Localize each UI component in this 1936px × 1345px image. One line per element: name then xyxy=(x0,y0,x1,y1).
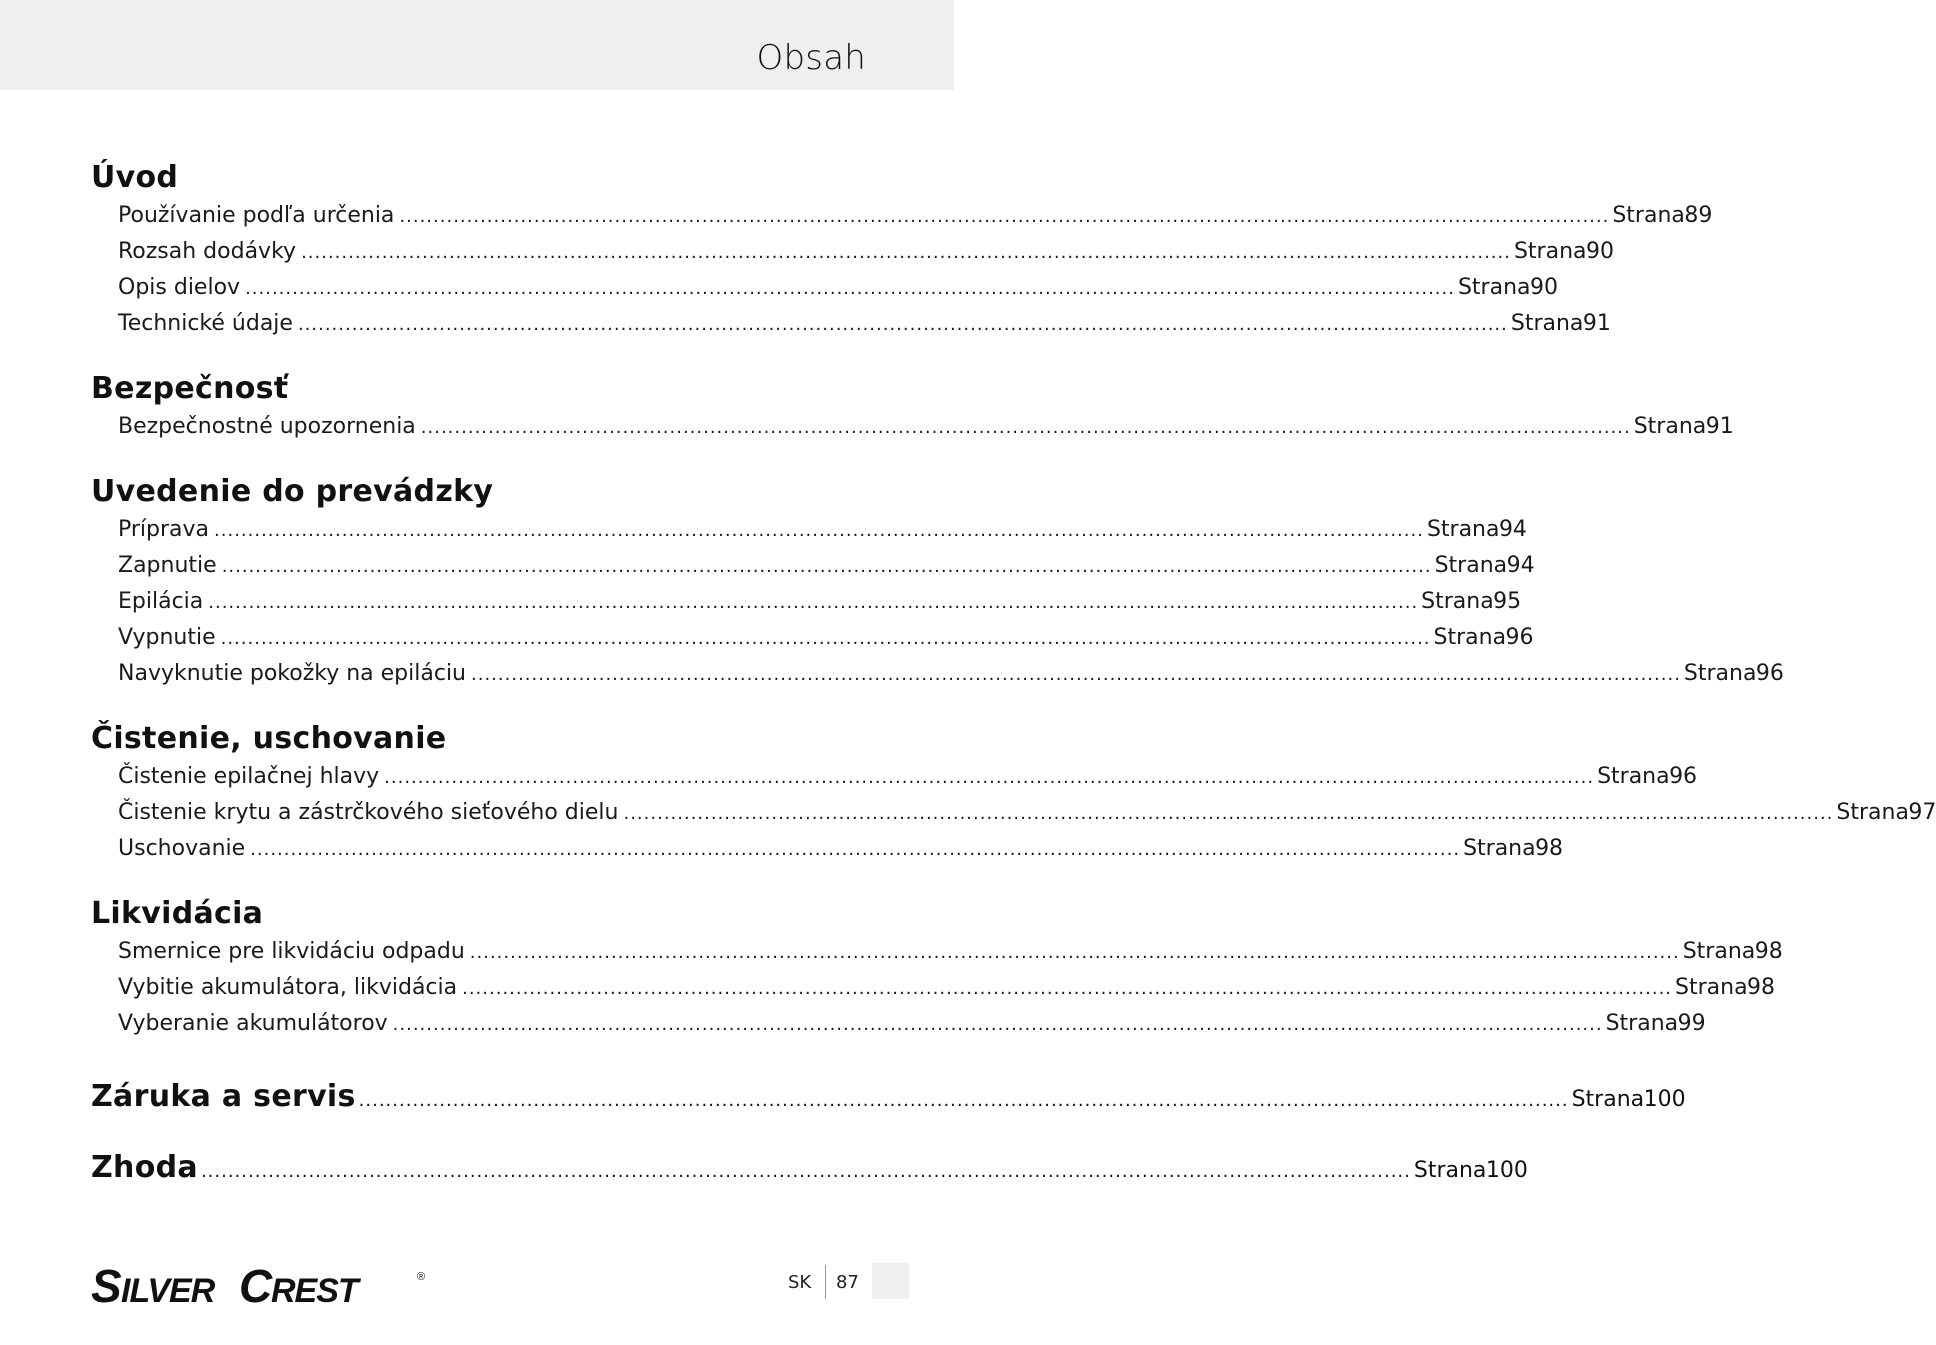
entry-page: 91 xyxy=(1582,311,1611,336)
dot-leader: .................................................................................................................................................................................... xyxy=(221,556,1432,577)
spacer xyxy=(91,867,857,894)
page-title: Obsah xyxy=(756,38,866,78)
svg-text:®: ® xyxy=(417,1271,426,1283)
entry-strana: Strana xyxy=(1421,589,1494,614)
entry-strana: Strana xyxy=(1597,764,1670,789)
toc-entry[interactable] xyxy=(118,548,1535,584)
dot-leader: .................................................................................................................................................................................... xyxy=(392,1014,1603,1035)
spacer xyxy=(91,342,857,369)
entry-page: 98 xyxy=(1754,939,1783,964)
entry-page: 98 xyxy=(1747,975,1776,1000)
entry-strana: Strana xyxy=(1513,239,1587,264)
spacer xyxy=(91,445,857,472)
entry-strana: Strana xyxy=(1836,800,1909,825)
footer-divider xyxy=(825,1265,826,1299)
toc-entry[interactable] xyxy=(118,934,1783,970)
entry-page: 96 xyxy=(1755,661,1784,686)
entry-strana: Strana xyxy=(1457,275,1531,300)
entry-page: 90 xyxy=(1529,275,1558,300)
silvercrest-logo xyxy=(91,1258,431,1310)
toc-entry[interactable] xyxy=(118,306,1611,342)
entry-label: Technické údaje xyxy=(118,311,293,336)
entry-page: 96 xyxy=(1669,764,1698,789)
table-of-contents xyxy=(91,158,1936,1192)
toc-section-uvedenie xyxy=(91,472,1784,692)
entry-strana: Strana xyxy=(1571,1087,1645,1112)
svg-text:S: S xyxy=(91,1260,121,1312)
entry-strana: Strana xyxy=(1426,517,1500,542)
entry-label: Záruka a servis xyxy=(91,1079,356,1114)
dot-leader: .................................................................................................................................................................................... xyxy=(384,767,1595,788)
toc-entry-zaruka[interactable] xyxy=(91,1077,1686,1121)
dot-leader: .................................................................................................................................................................................... xyxy=(358,1090,1569,1111)
entry-page: 94 xyxy=(1506,553,1535,578)
entry-label: Uschovanie xyxy=(118,836,246,861)
dot-leader: .................................................................................................................................................................................... xyxy=(200,1161,1411,1182)
entry-label: Čistenie epilačnej hlavy xyxy=(118,764,380,789)
entry-label: Rozsah dodávky xyxy=(118,239,297,264)
toc-entry[interactable] xyxy=(118,198,1713,234)
entry-page: 94 xyxy=(1498,517,1527,542)
toc-entry-zhoda[interactable] xyxy=(91,1148,1528,1192)
dot-leader: .................................................................................................................................................................................... xyxy=(471,664,1681,685)
dot-leader: .................................................................................................................................................................................... xyxy=(399,206,1610,227)
toc-entry[interactable] xyxy=(118,1006,1706,1042)
spacer xyxy=(91,1121,857,1148)
entry-strana: Strana xyxy=(1612,203,1685,228)
svg-text:REST: REST xyxy=(271,1272,358,1310)
dot-leader: .................................................................................................................................................................................... xyxy=(469,942,1680,963)
entry-label: Navyknutie pokožky na epiláciu xyxy=(118,661,467,686)
toc-entry[interactable] xyxy=(118,759,1698,795)
toc-entry[interactable] xyxy=(118,512,1527,548)
entry-label: Opis dielov xyxy=(118,275,241,300)
language-code: SK xyxy=(788,1272,812,1293)
toc-entry[interactable] xyxy=(118,620,1534,656)
toc-entry[interactable] xyxy=(118,970,1776,1006)
entry-label: Smernice pre likvidáciu odpadu xyxy=(118,939,465,964)
entry-label: Vyberanie akumulátorov xyxy=(118,1011,388,1036)
entry-page: 89 xyxy=(1684,203,1713,228)
page-number: 87 xyxy=(836,1272,859,1293)
toc-section-uvod xyxy=(91,158,1713,342)
section-heading: Bezpečnosť xyxy=(91,371,289,406)
entry-label: Vypnutie xyxy=(118,625,216,650)
entry-label: Epilácia xyxy=(118,589,204,614)
toc-entry[interactable] xyxy=(118,831,1564,867)
entry-strana: Strana xyxy=(1434,553,1508,578)
entry-page: 100 xyxy=(1643,1087,1686,1112)
dot-leader: .................................................................................................................................................................................... xyxy=(208,592,1419,613)
entry-label: Bezpečnostné upozornenia xyxy=(118,414,416,439)
svg-text:ILVER: ILVER xyxy=(121,1272,215,1310)
svg-text:C: C xyxy=(239,1260,272,1312)
dot-leader: .................................................................................................................................................................................... xyxy=(245,278,1455,299)
footer-tab-box xyxy=(872,1263,909,1299)
entry-page: 99 xyxy=(1677,1011,1706,1036)
entry-label: Vybitie akumulátora, likvidácia xyxy=(118,975,458,1000)
toc-entry[interactable] xyxy=(118,584,1522,620)
entry-page: 91 xyxy=(1705,414,1734,439)
entry-label: Príprava xyxy=(118,517,210,542)
section-heading: Čistenie, uschovanie xyxy=(91,721,447,756)
dot-leader: .................................................................................................................................................................................... xyxy=(214,520,1424,541)
toc-entry[interactable] xyxy=(118,270,1558,306)
toc-entry[interactable] xyxy=(118,656,1784,692)
dot-leader: .................................................................................................................................................................................... xyxy=(462,978,1673,999)
spacer xyxy=(91,1042,857,1077)
entry-page: 95 xyxy=(1493,589,1522,614)
section-heading: Likvidácia xyxy=(91,896,264,931)
entry-strana: Strana xyxy=(1633,414,1707,439)
dot-leader: .................................................................................................................................................................................... xyxy=(297,314,1508,335)
entry-label: Používanie podľa určenia xyxy=(118,203,395,228)
entry-page: 97 xyxy=(1908,800,1936,825)
entry-label: Zapnutie xyxy=(118,553,217,578)
entry-strana: Strana xyxy=(1433,625,1507,650)
entry-label: Zhoda xyxy=(91,1150,198,1185)
section-heading: Uvedenie do prevádzky xyxy=(91,474,494,509)
dot-leader: .................................................................................................................................................................................... xyxy=(420,417,1631,438)
entry-label: Čistenie krytu a zástrčkového sieťového dielu xyxy=(118,800,619,825)
spacer xyxy=(91,692,857,719)
dot-leader: .................................................................................................................................................................................... xyxy=(623,803,1834,824)
entry-strana: Strana xyxy=(1510,311,1584,336)
entry-strana: Strana xyxy=(1413,1158,1487,1183)
toc-section-cistenie xyxy=(91,719,1936,867)
dot-leader: .................................................................................................................................................................................... xyxy=(250,839,1461,860)
toc-section-bezpecnost xyxy=(91,369,1734,445)
dot-leader: .................................................................................................................................................................................... xyxy=(220,628,1431,649)
entry-page: 90 xyxy=(1585,239,1614,264)
dot-leader: .................................................................................................................................................................................... xyxy=(301,242,1511,263)
toc-entry[interactable] xyxy=(118,409,1734,445)
entry-strana: Strana xyxy=(1682,939,1756,964)
entry-strana: Strana xyxy=(1683,661,1757,686)
toc-entry[interactable] xyxy=(118,795,1936,831)
entry-strana: Strana xyxy=(1463,836,1536,861)
entry-page: 100 xyxy=(1485,1158,1528,1183)
entry-strana: Strana xyxy=(1675,975,1748,1000)
toc-section-likvidacia xyxy=(91,894,1783,1042)
entry-page: 96 xyxy=(1505,625,1534,650)
entry-strana: Strana xyxy=(1605,1011,1679,1036)
section-heading: Úvod xyxy=(91,160,179,195)
toc-entry[interactable] xyxy=(118,234,1614,270)
entry-page: 98 xyxy=(1535,836,1564,861)
